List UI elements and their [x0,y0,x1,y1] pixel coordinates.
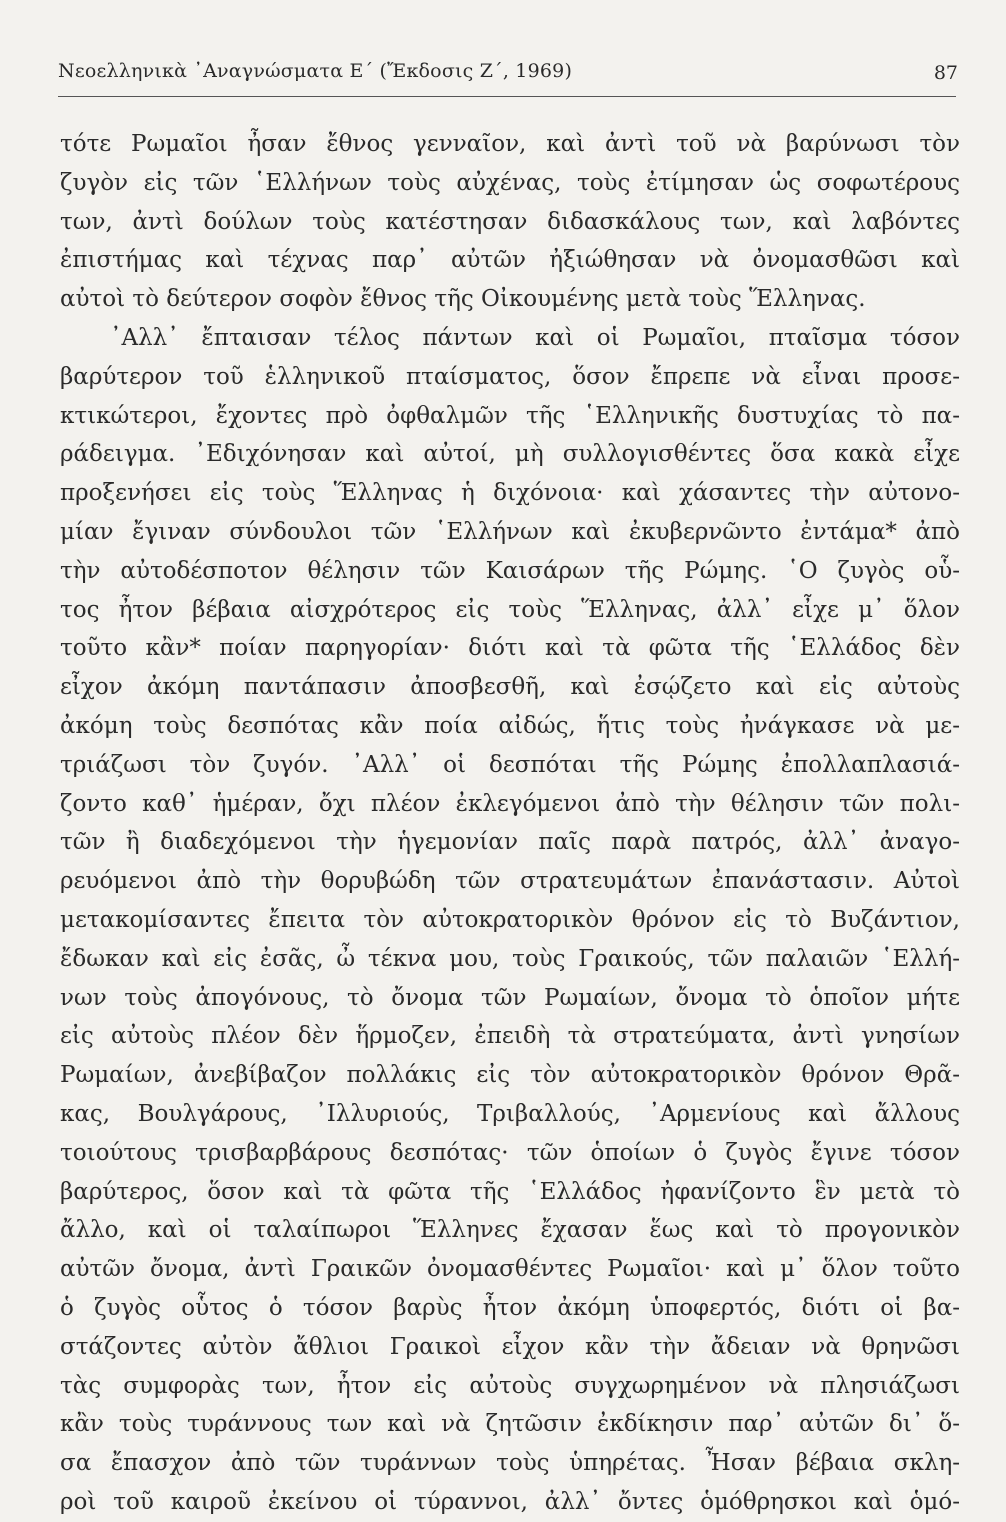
text-line: ροὶ τοῦ καιροῦ ἐκείνου οἱ τύραννοι, ἀλλ᾿ ὄντες ὁμόθρησκοι καὶ ὁμό- [60,1488,960,1515]
text-line: κτικώτεροι, ἔχοντες πρὸ ὀφθαλμῶν τῆς ῾Ελληνικῆς δυστυχίας τὸ πα- [60,402,960,429]
text-line: τριάζωσι τὸν ζυγόν. ᾿Αλλ᾿ οἱ δεσπόται τῆς Ρώμης ἐπολλαπλασιά- [60,751,960,778]
text-line: τῶν ἢ διαδεχόμενοι τὴν ἡγεμονίαν παῖς παρὰ πατρός, ἀλλ᾿ ἀναγο- [60,829,960,856]
text-line: τοῦτο κἂν* ποίαν παρηγορίαν· διότι καὶ τὰ φῶτα τῆς ῾Ελλάδος δὲν [60,635,960,662]
text-line: προξενήσει εἰς τοὺς Ἕλληνας ἡ διχόνοια· καὶ χάσαντες τὴν αὐτονο- [60,480,960,507]
text-line: τοιούτους τρισβαρβάρους δεσπότας· τῶν ὁποίων ὁ ζυγὸς ἔγινε τόσον [60,1139,960,1166]
text-line: αὐτοὶ τὸ δεύτερον σοφὸν ἔθνος τῆς Οἰκουμένης μετὰ τοὺς Ἕλληνας. [60,286,866,313]
text-line: κἂν τοὺς τυράννους των καὶ νὰ ζητῶσιν ἐκδίκησιν παρ᾿ αὐτῶν δι᾿ ὅ- [60,1411,960,1438]
text-line: μίαν ἔγιναν σύνδουλοι τῶν ῾Ελλήνων καὶ ἐκυβερνῶντο ἐντάμα* ἀπὸ [60,518,960,545]
text-line: ζυγὸν εἰς τῶν ῾Ελλήνων τοὺς αὐχένας, τοὺς ἐτίμησαν ὡς σοφωτέρους [60,169,960,196]
text-line: ζοντο καθ᾿ ἡμέραν, ὄχι πλέον ἐκλεγόμενοι ἀπὸ τὴν θέλησιν τῶν πολι- [60,790,960,817]
text-line: κας, Βουλγάρους, ᾿Ιλλυριούς, Τριβαλλούς, ᾿Αρμενίους καὶ ἄλλους [60,1100,960,1127]
running-head [58,58,958,90]
body-text [60,125,960,1522]
text-line: ᾿Αλλ᾿ ἔπταισαν τέλος πάντων καὶ οἱ Ρωμαῖοι, πταῖσμα τόσον [110,324,960,351]
text-line: ὁ ζυγὸς οὗτος ὁ τόσον βαρὺς ἦτον ἀκόμη ὑποφερτός, διότι οἱ βα- [60,1294,960,1321]
text-line: τὰς συμφορὰς των, ἦτον εἰς αὐτοὺς συγχωρημένον νὰ πλησιάζωσι [60,1372,960,1399]
text-line: ράδειγμα. ᾿Εδιχόνησαν καὶ αὐτοί, μὴ συλλογισθέντες ὅσα κακὰ εἶχε [60,441,960,468]
text-line: μετακομίσαντες ἔπειτα τὸν αὐτοκρατορικὸν θρόνον εἰς τὸ Βυζάντιον, [60,906,960,933]
page-number: 87 [933,62,958,84]
text-line: σα ἔπασχον ἀπὸ τῶν τυράννων τοὺς ὑπηρέτας. Ἦσαν βέβαια σκλη- [60,1450,960,1477]
text-line: εἰς αὐτοὺς πλέον δὲν ἥρμοζεν, ἐπειδὴ τὰ στρατεύματα, ἀντὶ γνησίων [60,1023,960,1050]
text-line: νων τοὺς ἀπογόνους, τὸ ὄνομα τῶν Ρωμαίων, ὄνομα τὸ ὁποῖον μήτε [60,984,960,1011]
text-line: ἔδωκαν καὶ εἰς ἐσᾶς, ὦ τέκνα μου, τοὺς Γραικούς, τῶν παλαιῶν ῾Ελλή- [60,945,960,972]
text-line: τότε Ρωμαῖοι ἦσαν ἔθνος γενναῖον, καὶ ἀντὶ τοῦ νὰ βαρύνωσι τὸν [60,131,960,157]
text-line: βαρύτερον τοῦ ἑλληνικοῦ πταίσματος, ὅσον ἔπρεπε νὰ εἶναι προσε- [60,363,960,390]
running-title: Νεοελληνικὰ ᾿Αναγνώσματα Ε΄ (Ἔκδοσις Ζ΄, 1969) [58,60,573,82]
text-line: βαρύτερος, ὅσον καὶ τὰ φῶτα τῆς ῾Ελλάδος ἠφανίζοντο ἓν μετὰ τὸ [60,1178,960,1205]
text-line: αὐτῶν ὄνομα, ἀντὶ Γραικῶν ὀνομασθέντες Ρωμαῖοι· καὶ μ᾿ ὅλον τοῦτο [60,1256,960,1283]
header-rule [58,96,956,97]
text-line: τὴν αὐτοδέσποτον θέλησιν τῶν Καισάρων τῆς Ρώμης. ῾Ο ζυγὸς οὗ- [60,557,960,584]
text-line: τος ἦτον βέβαια αἰσχρότερος εἰς τοὺς Ἕλληνας, ἀλλ᾿ εἶχε μ᾿ ὅλον [60,596,960,623]
text-line: ἐπιστήμας καὶ τέχνας παρ᾿ αὐτῶν ἠξιώθησαν νὰ ὀνομασθῶσι καὶ [60,247,960,274]
text-line: των, ἀντὶ δούλων τοὺς κατέστησαν διδασκάλους των, καὶ λαβόντες [60,208,960,235]
text-line: ἀκόμη τοὺς δεσπότας κἂν ποία αἰδώς, ἥτις τοὺς ἠνάγκασε νὰ με- [60,712,960,739]
text-line: ἄλλο, καὶ οἱ ταλαίπωροι Ἕλληνες ἔχασαν ἕως καὶ τὸ προγονικὸν [60,1217,960,1244]
text-line: στάζοντες αὐτὸν ἄθλιοι Γραικοὶ εἶχον κἂν τὴν ἄδειαν νὰ θρηνῶσι [60,1333,960,1360]
text-line: Ρωμαίων, ἀνεβίβαζον πολλάκις εἰς τὸν αὐτοκρατορικὸν θρόνον Θρᾶ- [60,1062,960,1089]
text-line: εἶχον ἀκόμη παντάπασιν ἀποσβεσθῆ, καὶ ἐσῴζετο καὶ εἰς αὐτοὺς [60,674,960,701]
text-line: ρευόμενοι ἀπὸ τὴν θορυβώδη τῶν στρατευμάτων ἐπανάστασιν. Αὐτοὶ [60,868,960,895]
